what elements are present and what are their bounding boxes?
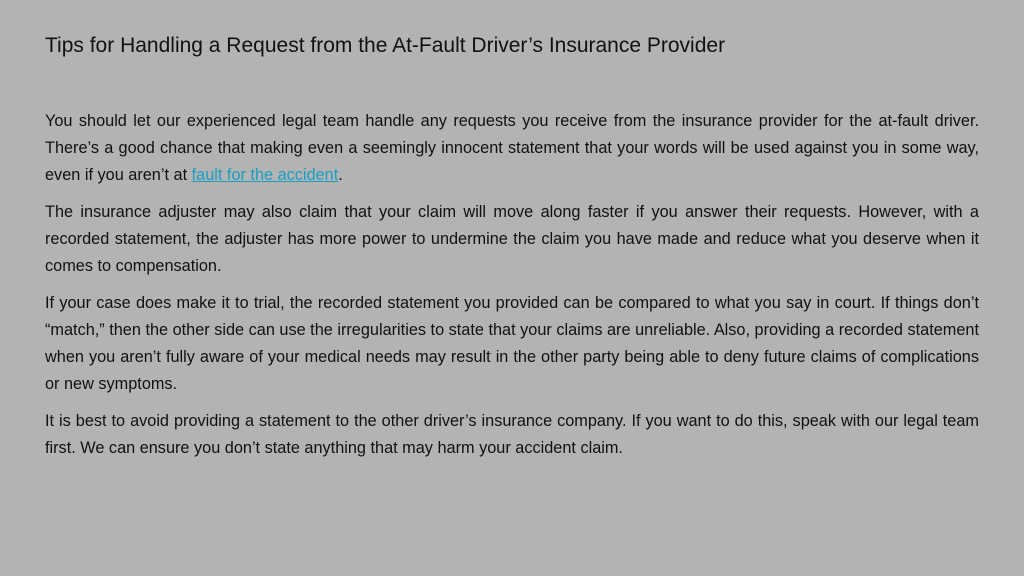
paragraph-2: The insurance adjuster may also claim that your claim will move along faster if you answer their requests. However, with a recorded statement, the adjuster has more power to undermine the claim you have made and reduce what you deserve when it comes to compensation. <box>45 203 979 275</box>
paragraph-4: It is best to avoid providing a statement to the other driver’s insurance company. If you want to do this, speak with our legal team first. We can ensure you don’t state anything that may harm your accident claim. <box>45 412 979 457</box>
paragraph-1-end: . <box>338 166 343 184</box>
slide-body <box>45 108 979 472</box>
slide-title: Tips for Handling a Request from the At-Fault Driver’s Insurance Provider <box>45 34 726 57</box>
paragraph-1 <box>45 108 979 189</box>
paragraph-1-text: You should let our experienced legal team handle any requests you receive from the insurance provider for the at-fault driver. There’s a good chance that making even a seemingly innocent statement that your words will be used against you in some way, even if you aren’t at <box>45 112 979 184</box>
paragraph-3: If your case does make it to trial, the recorded statement you provided can be compared to what you say in court. If things don’t “match,” then the other side can use the irregularities to state that your claims are unreliable. Also, providing a recorded statement when you aren’t fully aware of your medical needs may result in the other party being able to deny future claims of complications or new symptoms. <box>45 294 979 393</box>
fault-for-the-accident-link[interactable]: fault for the accident <box>191 166 339 184</box>
